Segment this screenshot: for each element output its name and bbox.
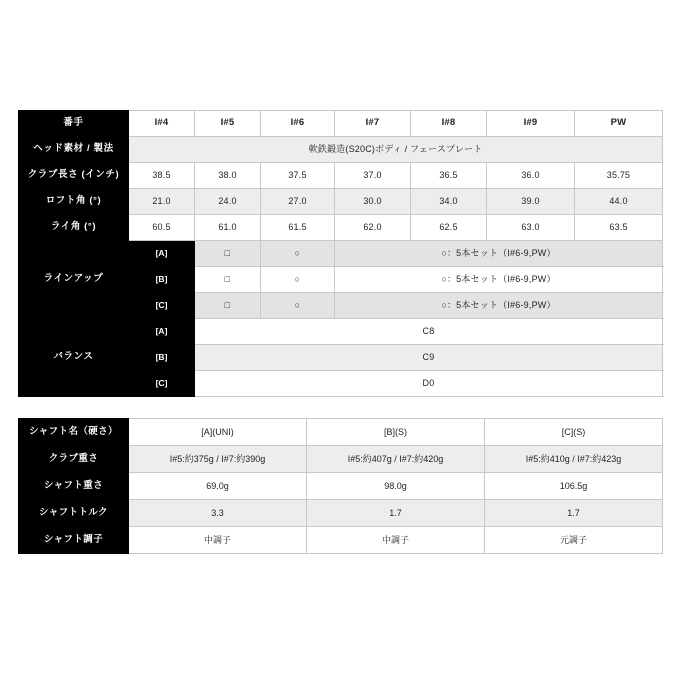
cell-lineup-a-i4: □ xyxy=(195,241,261,267)
cell-loft-i8: 34.0 xyxy=(411,189,487,215)
row-label-shaft-flex-profile: シャフト調子 xyxy=(19,527,129,554)
cell-lie-i8: 62.5 xyxy=(411,215,487,241)
column-header-i8: I#8 xyxy=(411,111,487,137)
cell-club-length-i6: 37.5 xyxy=(261,163,335,189)
cell-loft-pw: 44.0 xyxy=(575,189,663,215)
row-label-head-material: ヘッド素材 / 製法 xyxy=(19,137,129,163)
cell-club-length-i7: 37.0 xyxy=(335,163,411,189)
cell-lineup-a-i5: ○ xyxy=(261,241,335,267)
row-label-lie-angle: ライ角 (°) xyxy=(19,215,129,241)
shaft-spec-table-container xyxy=(18,418,662,554)
row-sublabel-balance-a: [A] xyxy=(129,319,195,345)
row-label-shaft-name: シャフト名（硬さ） xyxy=(19,419,129,446)
cell-balance-a-value: C8 xyxy=(195,319,663,345)
row-sublabel-lineup-b: [B] xyxy=(129,267,195,293)
table-row-shaft-torque xyxy=(19,500,663,527)
cell-lineup-b-i5: ○ xyxy=(261,267,335,293)
cell-lie-i5: 61.0 xyxy=(195,215,261,241)
row-label-loft-angle: ロフト角 (°) xyxy=(19,189,129,215)
table-row-shaft-header xyxy=(19,419,663,446)
shaft-spec-table xyxy=(18,418,663,554)
cell-club-weight-c: I#5:約410g / I#7:約423g xyxy=(485,446,663,473)
cell-shaft-flex-a: 中調子 xyxy=(129,527,307,554)
row-label-club-length: クラブ長さ (インチ) xyxy=(19,163,129,189)
cell-shaft-weight-b: 98.0g xyxy=(307,473,485,500)
row-sublabel-balance-b: [B] xyxy=(129,345,195,371)
cell-shaft-torque-a: 3.3 xyxy=(129,500,307,527)
cell-club-weight-a: I#5:約375g / I#7:約390g xyxy=(129,446,307,473)
cell-lineup-c-i5: ○ xyxy=(261,293,335,319)
column-header-i9: I#9 xyxy=(487,111,575,137)
table-row-head-material xyxy=(19,137,663,163)
row-sublabel-balance-c: [C] xyxy=(129,371,195,397)
row-label-club-weight: クラブ重さ xyxy=(19,446,129,473)
row-label-balance: バランス xyxy=(19,319,129,397)
cell-head-material-value: 軟鉄鍛造(S20C)ボディ / フェースプレート xyxy=(129,137,663,163)
cell-lie-pw: 63.5 xyxy=(575,215,663,241)
row-sublabel-lineup-c: [C] xyxy=(129,293,195,319)
club-spec-table xyxy=(18,110,663,397)
cell-loft-i9: 39.0 xyxy=(487,189,575,215)
column-header-i6: I#6 xyxy=(261,111,335,137)
table-row-loft-angle xyxy=(19,189,663,215)
cell-shaft-flex-c: 元調子 xyxy=(485,527,663,554)
cell-shaft-torque-b: 1.7 xyxy=(307,500,485,527)
cell-shaft-flex-b: 中調子 xyxy=(307,527,485,554)
cell-club-length-i9: 36.0 xyxy=(487,163,575,189)
cell-lineup-a-set: ○：5本セット（I#6-9,PW） xyxy=(335,241,663,267)
cell-loft-i7: 30.0 xyxy=(335,189,411,215)
cell-lineup-c-i4: □ xyxy=(195,293,261,319)
row-label-shaft-weight: シャフト重さ xyxy=(19,473,129,500)
column-header-i5: I#5 xyxy=(195,111,261,137)
row-label-lineup: ラインアップ xyxy=(19,241,129,319)
cell-shaft-weight-c: 106.5g xyxy=(485,473,663,500)
row-label-shaft-torque: シャフトトルク xyxy=(19,500,129,527)
cell-club-length-i5: 38.0 xyxy=(195,163,261,189)
table-row-club-length xyxy=(19,163,663,189)
table-row-club-weight xyxy=(19,446,663,473)
table-row-shaft-weight xyxy=(19,473,663,500)
club-spec-table-container xyxy=(18,110,662,397)
column-header-shaft-b: [B](S) xyxy=(307,419,485,446)
cell-shaft-torque-c: 1.7 xyxy=(485,500,663,527)
cell-shaft-weight-a: 69.0g xyxy=(129,473,307,500)
column-header-shaft-c: [C](S) xyxy=(485,419,663,446)
cell-loft-i6: 27.0 xyxy=(261,189,335,215)
cell-lineup-b-set: ○：5本セット（I#6-9,PW） xyxy=(335,267,663,293)
table-row-header xyxy=(19,111,663,137)
cell-lie-i7: 62.0 xyxy=(335,215,411,241)
cell-club-length-i8: 36.5 xyxy=(411,163,487,189)
cell-loft-i4: 21.0 xyxy=(129,189,195,215)
cell-balance-c-value: D0 xyxy=(195,371,663,397)
row-label-club-number: 番手 xyxy=(19,111,129,137)
column-header-i4: I#4 xyxy=(129,111,195,137)
column-header-pw: PW xyxy=(575,111,663,137)
table-row-balance-a xyxy=(19,319,663,345)
table-row-shaft-flex-profile xyxy=(19,527,663,554)
cell-lineup-b-i4: □ xyxy=(195,267,261,293)
cell-lie-i9: 63.0 xyxy=(487,215,575,241)
column-header-shaft-a: [A](UNI) xyxy=(129,419,307,446)
column-header-i7: I#7 xyxy=(335,111,411,137)
cell-lie-i4: 60.5 xyxy=(129,215,195,241)
table-row-lie-angle xyxy=(19,215,663,241)
cell-balance-b-value: C9 xyxy=(195,345,663,371)
cell-club-length-i4: 38.5 xyxy=(129,163,195,189)
row-sublabel-lineup-a: [A] xyxy=(129,241,195,267)
cell-lineup-c-set: ○：5本セット（I#6-9,PW） xyxy=(335,293,663,319)
cell-club-weight-b: I#5:約407g / I#7:約420g xyxy=(307,446,485,473)
cell-lie-i6: 61.5 xyxy=(261,215,335,241)
table-row-lineup-a xyxy=(19,241,663,267)
cell-loft-i5: 24.0 xyxy=(195,189,261,215)
cell-club-length-pw: 35.75 xyxy=(575,163,663,189)
